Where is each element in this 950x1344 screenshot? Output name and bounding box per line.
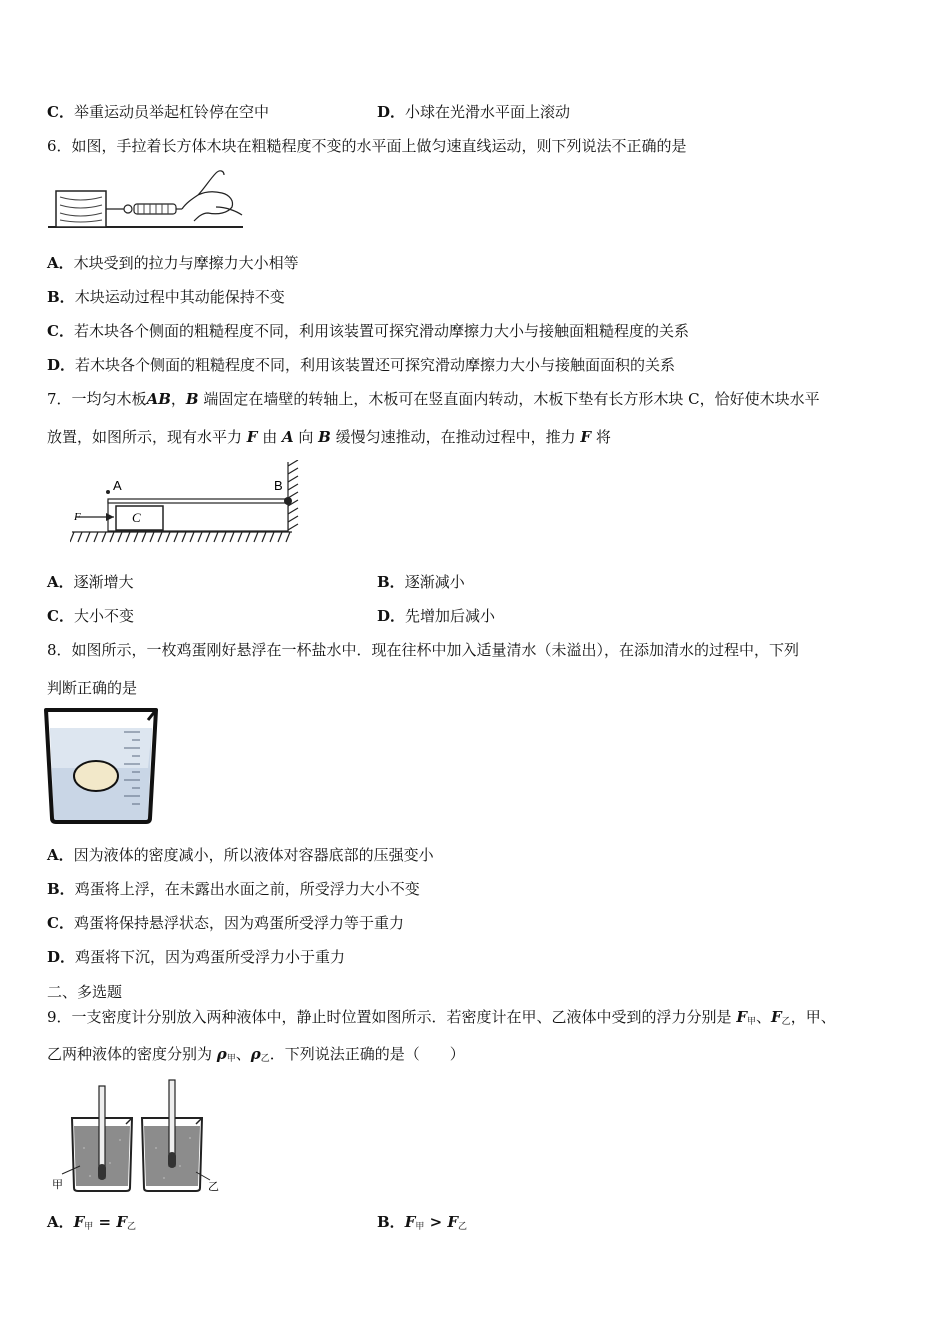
q7-figure-label-c: C [132, 510, 141, 525]
q7-figure-board-and-block [70, 460, 310, 552]
q7-option-d: D．先增加后减小 [377, 607, 496, 625]
q8-stem-line1: 8．如图所示，一枚鸡蛋刚好悬浮在一杯盐水中．现在往杯中加入适量清水（未溢出），在添加清水的过程中，下列 [47, 641, 800, 659]
q6-option-a: A．木块受到的拉力与摩擦力大小相等 [47, 254, 299, 272]
q9-option-b: B．$F_甲 > F_乙$ [377, 1213, 468, 1232]
q7-figure-label-f: F [74, 511, 81, 523]
section-heading-multiple-choice: 二、多选题 [47, 983, 123, 1001]
q7-option-c: C．大小不变 [47, 607, 134, 625]
q7-option-a: A．逐渐增大 [47, 573, 134, 591]
q8-figure-beaker-with-egg [44, 708, 158, 826]
q8-option-d: D．鸡蛋将下沉，因为鸡蛋所受浮力小于重力 [47, 948, 346, 966]
q9-option-a: A．$F_甲 = F_乙$ [47, 1213, 136, 1232]
q9-figure-label-jia: 甲 [52, 1178, 63, 1191]
q6-option-c: C．若木块各个侧面的粗糙程度不同，利用该装置可探究滑动摩擦力大小与接触面粗糙程度的关系 [47, 322, 689, 340]
q5-option-c: C．举重运动员举起杠铃停在空中 [47, 103, 269, 121]
q6-stem: 6．如图，手拉着长方体木块在粗糙程度不变的水平面上做匀速直线运动，则下列说法不正确的是 [47, 137, 687, 155]
q8-option-a: A．因为液体的密度减小，所以液体对容器底部的压强变小 [47, 846, 434, 864]
q8-option-c: C．鸡蛋将保持悬浮状态，因为鸡蛋所受浮力等于重力 [47, 914, 404, 932]
q7-option-b: B．逐渐减小 [377, 573, 465, 591]
q9-figure-hydrometers [50, 1078, 225, 1194]
q7-figure-label-a: A [113, 478, 122, 493]
q8-stem-line2: 判断正确的是 [47, 679, 138, 697]
q8-option-b: B．鸡蛋将上浮，在未露出水面之前，所受浮力大小不变 [47, 880, 420, 898]
q9-stem-line2: 乙两种液体的密度分别为 $\rho_甲$、$\rho_乙$．下列说法正确的是（ ） [47, 1045, 465, 1064]
q7-figure-label-b: B [274, 478, 283, 493]
q5-option-d: D．小球在光滑水平面上滚动 [377, 103, 571, 121]
q6-figure-hand-pulling-block [48, 165, 243, 233]
q9-stem-line1: 9．一支密度计分别放入两种液体中，静止时位置如图所示．若密度计在甲、乙液体中受到的浮力分别是 $F_甲$、$F_乙$，甲、 [47, 1008, 836, 1027]
q7-stem-line2: 放置，如图所示，现有水平力 F 由 A 向 B 缓慢匀速推动，在推动过程中，推力 F 将 [47, 428, 611, 446]
q6-option-d: D．若木块各个侧面的粗糙程度不同，利用该装置还可探究滑动摩擦力大小与接触面面积的关系 [47, 356, 676, 374]
q6-option-b: B．木块运动过程中其动能保持不变 [47, 288, 285, 306]
q9-figure-label-yi: 乙 [208, 1180, 219, 1193]
q7-stem-line1: 7．一均匀木板AB，B 端固定在墙壁的转轴上，木板可在竖直面内转动，木板下垫有长方形木块 C，恰好使木块水平 [47, 390, 820, 408]
